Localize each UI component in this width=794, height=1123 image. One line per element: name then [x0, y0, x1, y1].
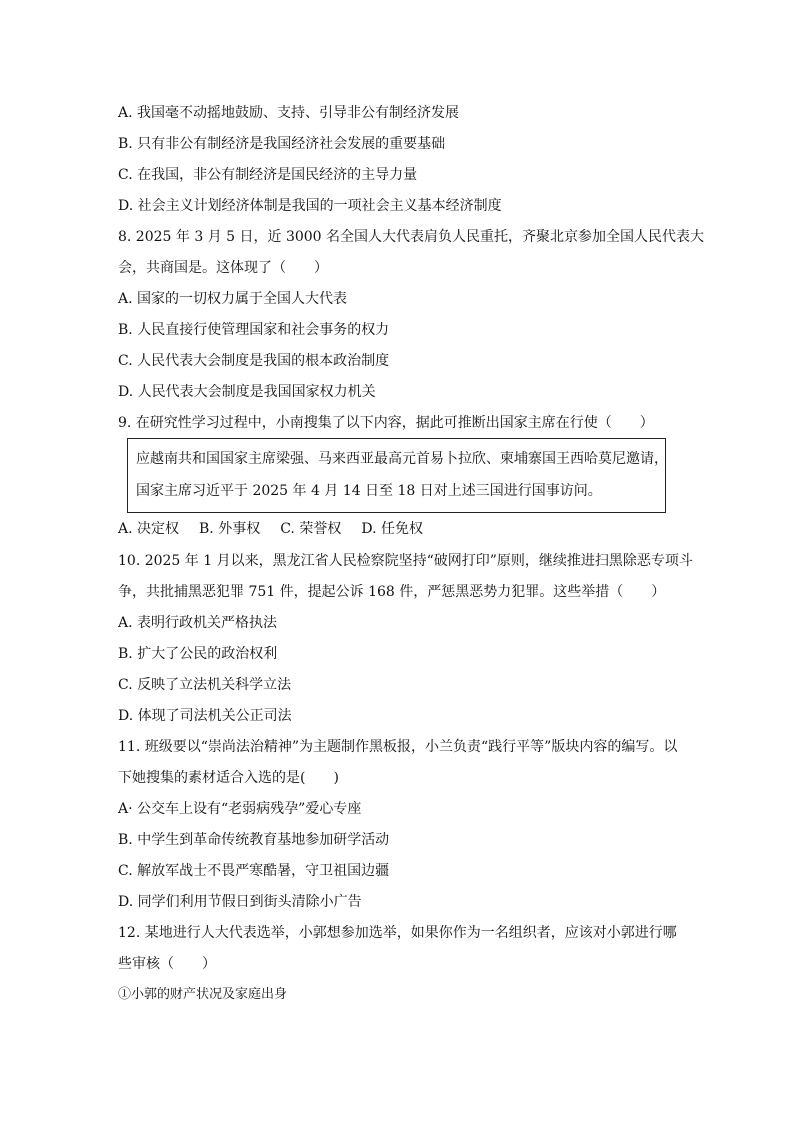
q8-option-b: B. 人民直接行使管理国家和社会事务的权力: [118, 322, 390, 338]
q7-option-c: C. 在我国，非公有制经济是国民经济的主导力量: [118, 167, 418, 183]
q10-stem-line2: 争，共批捕黑恶犯罪 751 件，提起公诉 168 件，严惩黑恶势力犯罪。这些举措（ ）: [118, 584, 666, 600]
q9-option-c: C. 荣誉权: [280, 521, 342, 537]
q8-option-a: A. 国家的一切权力属于全国人大代表: [118, 291, 348, 307]
q9-stem: 9. 在研究性学习过程中，小南搜集了以下内容，据此可推断出国家主席在行使（ ）: [118, 415, 654, 431]
q7-option-a: A. 我国毫不动摇地鼓励、支持、引导非公有制经济发展: [118, 105, 460, 121]
q12-stem-line2: 些审核（ ）: [118, 956, 216, 972]
q9-option-b: B. 外事权: [199, 521, 261, 537]
q8-option-c: C. 人民代表大会制度是我国的根本政治制度: [118, 353, 390, 369]
q11-option-c: C. 解放军战士不畏严寒酷暑，守卫祖国边疆: [118, 863, 390, 879]
q8-option-d: D. 人民代表大会制度是我国国家权力机关: [118, 384, 376, 400]
q11-option-b: B. 中学生到革命传统教育基地参加研学活动: [118, 832, 390, 848]
q10-stem-line1: 10. 2025 年 1 月以来，黑龙江省人民检察院坚持“破网打印”原则，继续推进扫黑除恶专项斗: [118, 553, 693, 569]
q11-stem-line1: 11. 班级要以“崇尚法治精神”为主题制作黑板报，小兰负责“践行平等”版块内容的编写。以: [118, 739, 678, 755]
q12-stem-line1: 12. 某地进行人大代表选举，小郭想参加选举，如果你作为一名组织者，应该对小郭进行哪: [118, 925, 677, 941]
q11-stem-line2: 下她搜集的素材适合入选的是( ): [118, 770, 339, 786]
q10-option-c: C. 反映了立法机关科学立法: [118, 677, 292, 693]
q9-material-box: [127, 438, 666, 513]
q10-option-a: A. 表明行政机关严格执法: [118, 615, 278, 631]
q8-stem-line1: 8. 2025 年 3 月 5 日，近 3000 名全国人大代表肩负人民重托，齐聚北京参加全国人民代表大: [118, 229, 705, 245]
q12-item-1: ①小郭的财产状况及家庭出身: [118, 987, 288, 1002]
q11-option-a: A· 公交车上设有“老弱病残孕”爱心专座: [118, 801, 362, 817]
q7-option-d: D. 社会主义计划经济体制是我国的一项社会主义基本经济制度: [118, 198, 502, 214]
q9-option-d: D. 任免权: [361, 521, 423, 537]
q9-options: [118, 519, 423, 539]
q9-box-line2: 国家主席习近平于 2025 年 4 月 14 日至 18 日对上述三国进行国事访问。: [136, 483, 602, 499]
q9-box-line1: 应越南共和国国家主席梁强、马来西亚最高元首易卜拉欣、柬埔寨国王西哈莫尼邀请，: [136, 451, 668, 467]
q9-option-a: A. 决定权: [118, 521, 180, 537]
q10-option-b: B. 扩大了公民的政治权利: [118, 646, 278, 662]
q10-option-d: D. 体现了司法机关公正司法: [118, 708, 292, 724]
q8-stem-line2: 会，共商国是。这体现了（ ）: [118, 260, 328, 276]
q7-option-b: B. 只有非公有制经济是我国经济社会发展的重要基础: [118, 136, 446, 152]
q11-option-d: D. 同学们利用节假日到街头清除小广告: [118, 894, 362, 910]
